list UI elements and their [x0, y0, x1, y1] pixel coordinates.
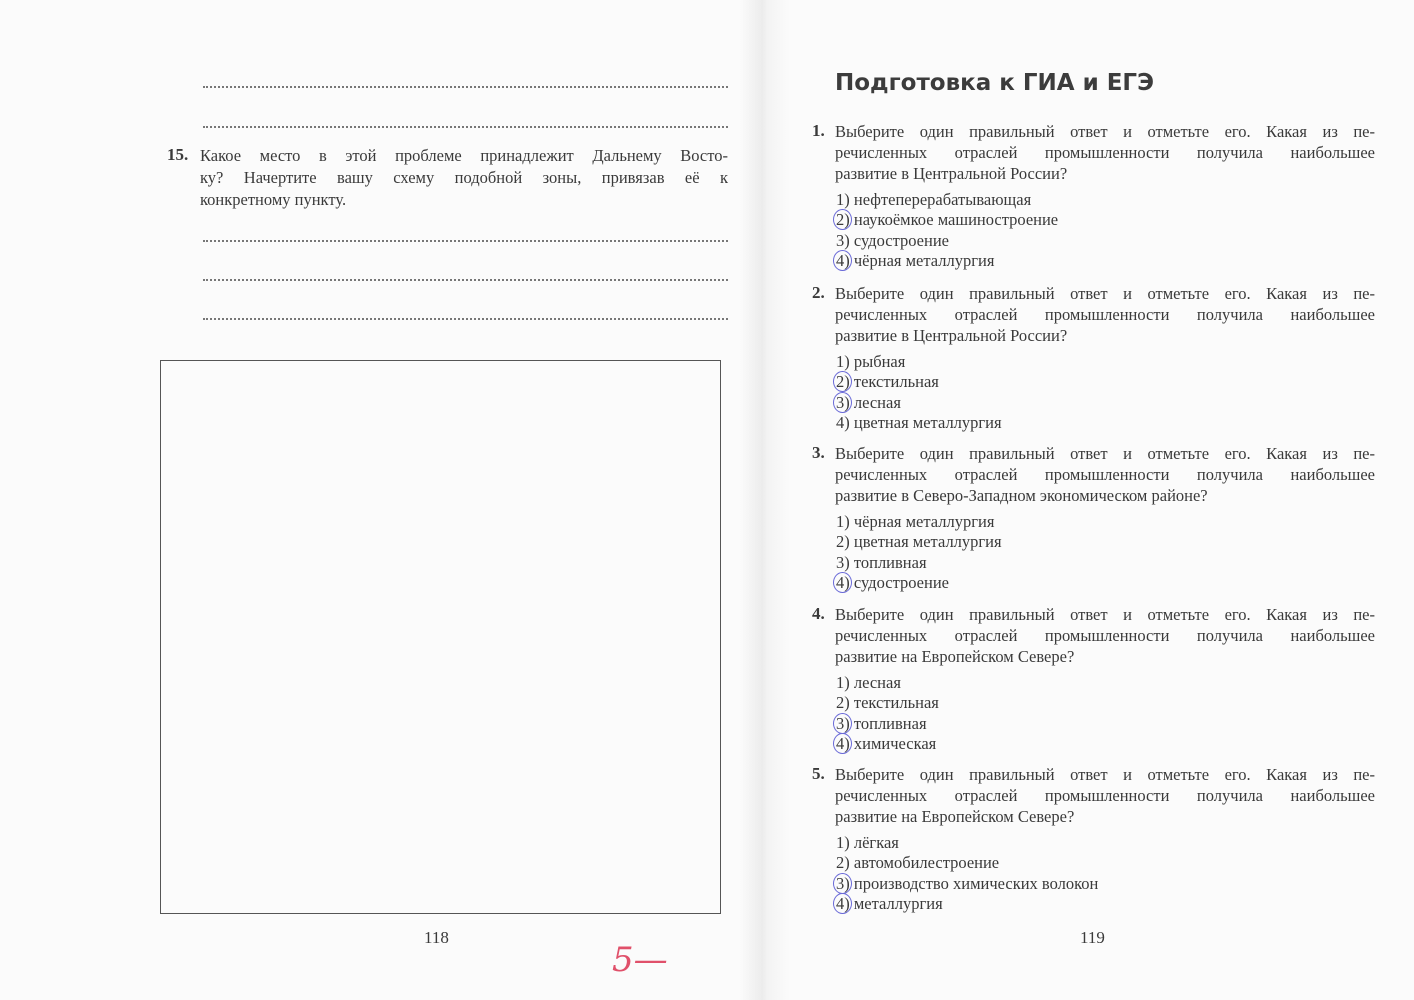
answer-option[interactable]: [836, 573, 949, 593]
answer-option-label: 2) автомобилестроение: [836, 853, 1000, 873]
answer-option[interactable]: [836, 352, 905, 372]
answer-option-label: 3) лесная: [836, 392, 901, 412]
answer-option[interactable]: [836, 251, 994, 271]
answer-option[interactable]: [836, 532, 1002, 552]
answer-option-label: 1) чёрная металлургия: [836, 512, 995, 531]
question-text-line: ку? Начертите вашу схему подобной зоны, привязав её к: [200, 168, 728, 187]
question-text-line: речисленных отраслей промышленности получила наибольшее: [835, 305, 1375, 324]
question-text-line: Выберите один правильный ответ и отметьте его. Какая из пе-: [835, 284, 1375, 303]
section-title: Подготовка к ГИА и ЕГЭ: [835, 70, 1154, 96]
question-text-line: Выберите один правильный ответ и отметьте его. Какая из пе-: [835, 765, 1375, 784]
question-text-line: развитие в Центральной России?: [835, 164, 1068, 183]
answer-option[interactable]: [836, 853, 999, 873]
answer-option-label: 4) чёрная металлургия: [836, 250, 995, 270]
page-number: 119: [1080, 928, 1105, 947]
pen-circle-mark: [833, 572, 852, 593]
answer-option[interactable]: [836, 714, 927, 734]
answer-option[interactable]: [836, 693, 939, 713]
answer-option-label: 2) наукоёмкое машиностроение: [836, 210, 1059, 230]
answer-line: [203, 86, 728, 88]
answer-option-label: 1) рыбная: [836, 352, 906, 371]
answer-option-label: 1) нефтеперерабатывающая: [836, 190, 1032, 209]
answer-option-label: 2) цветная металлургия: [836, 532, 1002, 552]
drawing-box: [160, 360, 721, 914]
question-number: 4.: [812, 604, 825, 623]
question-text-line: Выберите один правильный ответ и отметьте его. Какая из пе-: [835, 605, 1375, 624]
handwritten-grade: 5—: [612, 940, 668, 980]
answer-option-label: 3) топливная: [836, 552, 927, 572]
answer-option-label: 4) судостроение: [836, 572, 949, 592]
pen-circle-mark: [833, 893, 852, 914]
question-text-line: речисленных отраслей промышленности получила наибольшее: [835, 786, 1375, 805]
answer-option[interactable]: [836, 210, 1058, 230]
question-text-line: развитие в Северо-Западном экономическом районе?: [835, 486, 1208, 505]
question-text-line: Какое место в этой проблеме принадлежит Дальнему Восто-: [200, 146, 728, 165]
question-text-line: речисленных отраслей промышленности получила наибольшее: [835, 626, 1375, 645]
answer-line: [203, 279, 728, 281]
question-number: 2.: [812, 283, 825, 302]
answer-option[interactable]: [836, 413, 1002, 433]
answer-option-label: 4) химическая: [836, 733, 937, 753]
pen-circle-mark: [833, 713, 852, 734]
question-text-line: Выберите один правильный ответ и отметьте его. Какая из пе-: [835, 444, 1375, 463]
question-number: 1.: [812, 121, 825, 140]
page-number: 118: [424, 928, 449, 947]
answer-option-label: 4) цветная металлургия: [836, 412, 1002, 432]
answer-option[interactable]: [836, 553, 927, 573]
question-text-line: конкретному пункту.: [200, 190, 347, 209]
answer-option-label: 3) топливная: [836, 713, 927, 733]
question-number: 15.: [167, 145, 189, 164]
answer-option[interactable]: [836, 190, 1031, 210]
answer-line: [203, 240, 728, 242]
answer-option-label: 3) судостроение: [836, 230, 949, 250]
question-text-line: речисленных отраслей промышленности получила наибольшее: [835, 143, 1375, 162]
answer-option[interactable]: [836, 512, 994, 532]
answer-option[interactable]: [836, 393, 901, 413]
book-spine: [740, 0, 790, 1000]
answer-line: [203, 318, 728, 320]
question-number: 3.: [812, 443, 825, 462]
pen-circle-mark: [833, 733, 852, 754]
answer-option[interactable]: [836, 734, 936, 754]
pen-circle-mark: [833, 250, 852, 271]
answer-option-label: 2) текстильная: [836, 693, 939, 713]
question-text-line: Выберите один правильный ответ и отметьте его. Какая из пе-: [835, 122, 1375, 141]
answer-option-label: 1) лёгкая: [836, 833, 899, 852]
question-text-line: развитие на Европейском Севере?: [835, 647, 1075, 666]
pen-circle-mark: [833, 873, 852, 894]
answer-option-label: 1) лесная: [836, 673, 901, 692]
answer-option[interactable]: [836, 372, 939, 392]
pen-circle-mark: [833, 392, 852, 413]
answer-option-label: 3) производство химических волокон: [836, 873, 1099, 893]
answer-option[interactable]: [836, 894, 943, 914]
question-text-line: речисленных отраслей промышленности получила наибольшее: [835, 465, 1375, 484]
answer-option[interactable]: [836, 833, 899, 853]
answer-option[interactable]: [836, 673, 901, 693]
answer-option-label: 2) текстильная: [836, 372, 939, 392]
answer-option[interactable]: [836, 231, 949, 251]
question-text-line: развитие на Европейском Севере?: [835, 807, 1075, 826]
question-number: 5.: [812, 764, 825, 783]
answer-option[interactable]: [836, 874, 1098, 894]
answer-line: [203, 126, 728, 128]
answer-option-label: 4) металлургия: [836, 893, 943, 913]
question-text-line: развитие в Центральной России?: [835, 326, 1068, 345]
